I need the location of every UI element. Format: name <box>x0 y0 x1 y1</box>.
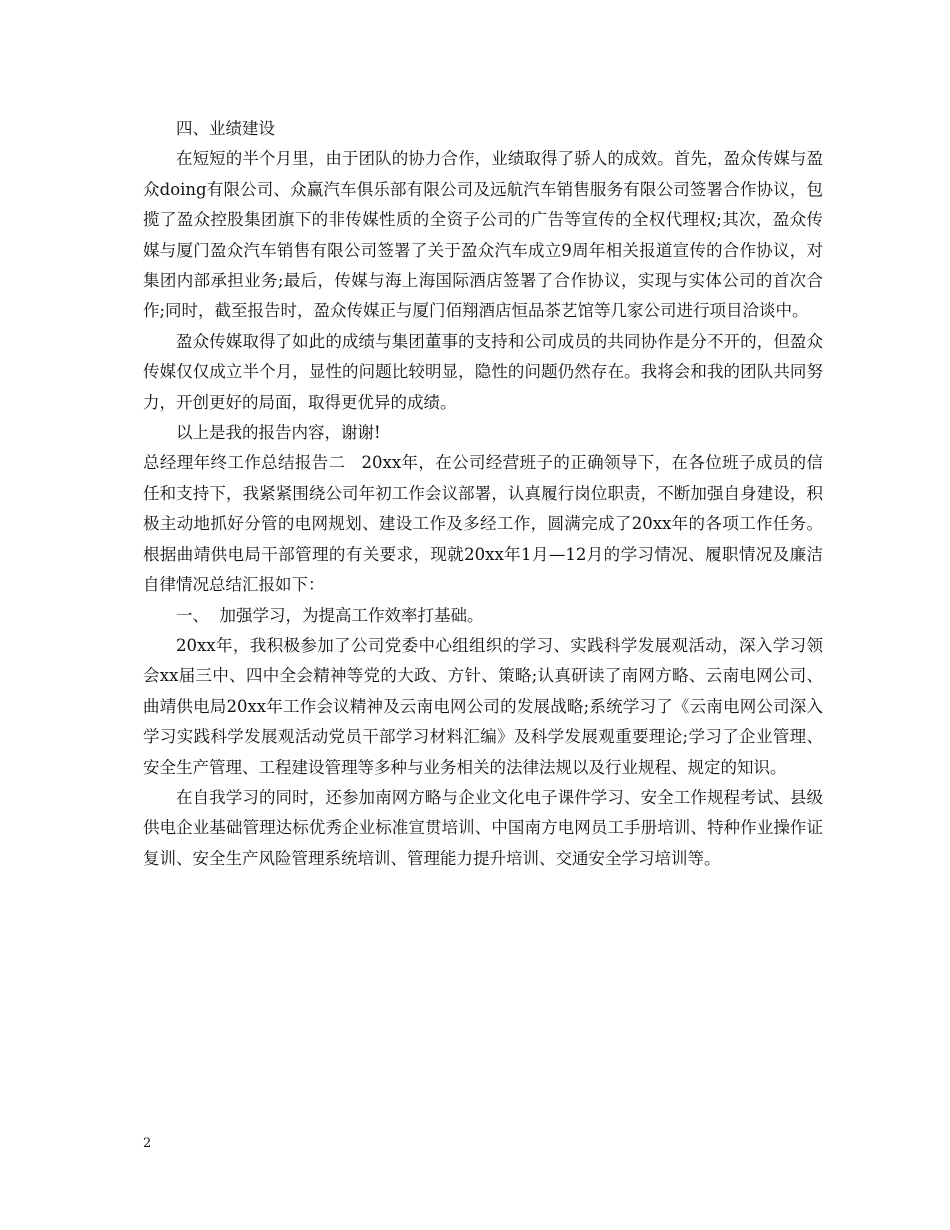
paragraph-study-activities: 20xx年，我积极参加了公司党委中心组组织的学习、实践科学发展观活动，深入学习领会xx届三中、四中全会精神等党的大政、方针、策略;认真研读了南网方略、云南电网公司、曲靖供电局20xx年工作会议精神及云南电网公司的发展战略;系统学习了《云南电网公司深入学习实践科学发展观活动党员干部学习材料汇编》及科学发展观重要理论;学习了企业管理、安全生产管理、工程建设管理等多种与业务相关的法律法规以及行业规程、规定的知识。 <box>143 635 823 777</box>
section-heading-performance: 四、业绩建设 <box>176 119 275 138</box>
report-two-intro-text: 20xx年，在公司经营班子的正确领导下，在各位班子成员的信任和支持下，我紧紧围绕公司年初工作会议部署，认真履行岗位职责，不断加强自身建设，积极主动地抓好分管的电网规划、建设工作及多经工作，圆满完成了20xx年的各项工作任务。根据曲靖供电局干部管理的有关要求，现就20xx年1月—12月的学习情况、履职情况及廉洁自律情况总结汇报如下： <box>143 453 824 595</box>
document-body <box>143 114 823 874</box>
section-heading-study: 一、 加强学习，为提高工作效率打基础。 <box>176 605 484 625</box>
paragraph-team-effort: 盈众传媒取得了如此的成绩与集团董事的支持和公司成员的共同协作是分不开的，但盈众传媒仅仅成立半个月，显性的问题比较明显，隐性的问题仍然存在。我将会和我的团队共同努力，开创更好的局面，取得更优异的成绩。 <box>143 331 823 412</box>
page-number: 2 <box>143 1136 152 1151</box>
paragraph-report-two-intro <box>143 448 823 600</box>
paragraph-closing-thanks: 以上是我的报告内容，谢谢! <box>176 423 381 443</box>
paragraph-performance-results: 在短短的半个月里，由于团队的协力合作，业绩取得了骄人的成效。首先，盈众传媒与盈众doing有限公司、众赢汽车俱乐部有限公司及远航汽车销售服务有限公司签署合作协议，包揽了盈众控股集团旗下的非传媒性质的全资子公司的广告等宣传的全权代理权;其次，盈众传媒与厦门盈众汽车销售有限公司签署了关于盈众汽车成立9周年相关报道宣传的合作协议，对集团内部承担业务;最后，传媒与海上海国际酒店签署了合作协议，实现与实体公司的首次合作;同时，截至报告时，盈众传媒正与厦门佰翔酒店恒品茶艺馆等几家公司进行项目洽谈中。 <box>143 149 823 321</box>
paragraph-training: 在自我学习的同时，还参加南网方略与企业文化电子课件学习、安全工作规程考试、县级供电企业基础管理达标优秀企业标准宣贯培训、中国南方电网员工手册培训、特种作业操作证复训、安全生产风险管理系统培训、管理能力提升培训、交通安全学习培训等。 <box>143 787 823 868</box>
report-two-title: 总经理年终工作总结报告二 <box>143 453 346 473</box>
